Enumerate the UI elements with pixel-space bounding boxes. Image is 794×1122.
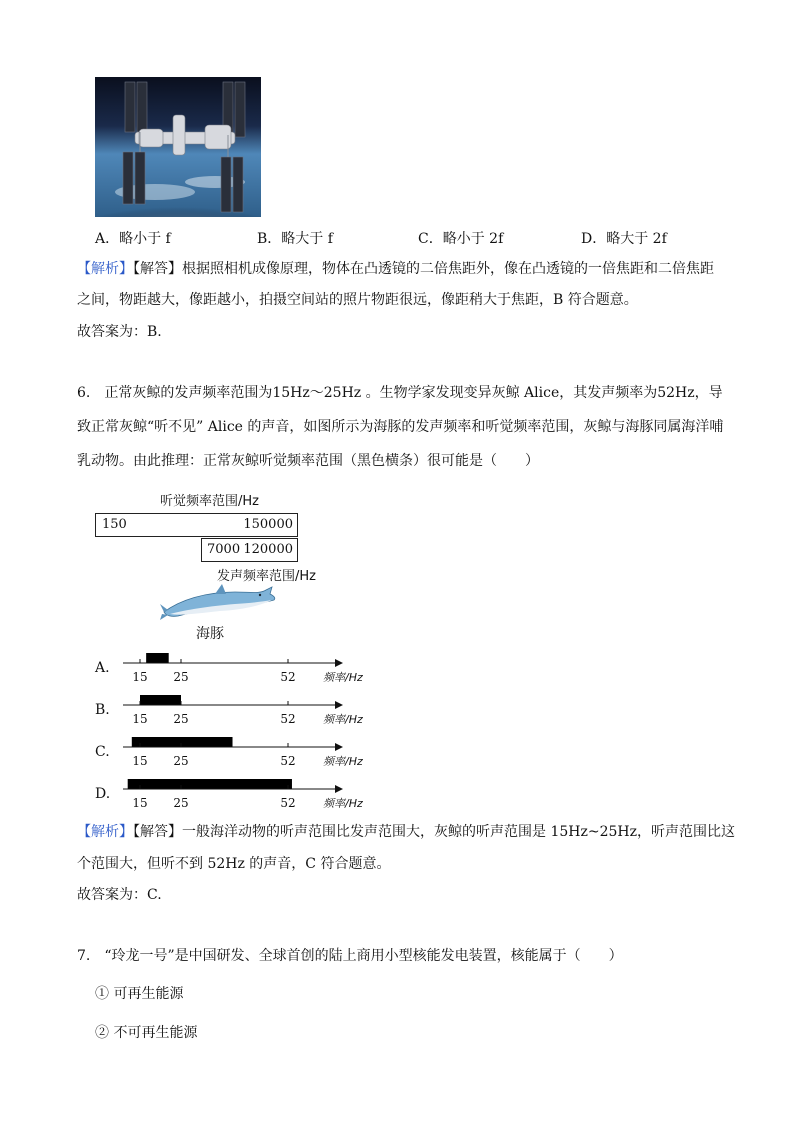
dolphin-image [160,582,280,622]
tick-label: 52 [280,796,296,810]
q6-stem-line1: 6. 正常灰鲸的发声频率范围为15Hz～25Hz 。生物学家发现变异灰鲸 Alice，其发声频率为52Hz，导 [77,385,723,401]
q6-stem-line2: 致正常灰鲸“听不见” Alice 的声音，如图所示为海豚的发声频率和听觉频率范围，灰鲸与海豚同属海洋哺 [77,419,724,435]
axis-option-a [95,650,385,690]
tick-label: 25 [173,670,189,684]
tick-label: 52 [280,712,296,726]
axis-option-letter: C. [95,744,110,760]
space-station-photo [95,77,261,217]
axis-unit-label: 频率/Hz [323,755,363,768]
axis-option-letter: A. [95,660,110,676]
q7-choice-1: ① 可再生能源 [95,986,184,1002]
axis-unit-label: 频率/Hz [323,671,363,684]
option-b: B．略大于 f [257,231,333,247]
axis-arrow [335,785,343,793]
axis-arrow [335,659,343,667]
hearing-low-value: 150 [102,517,127,532]
q7-choice-2: ② 不可再生能源 [95,1025,198,1041]
axis-arrow [335,701,343,709]
sound-range-box [201,538,298,562]
axis-arrow [335,743,343,751]
axis-option-letter: D. [95,786,111,802]
answer-tag: 【解答】 [133,261,182,277]
q7-stem: 7. “玲龙一号”是中国研发、全球首创的陆上商用小型核能发电装置，核能属于（ ） [77,948,623,964]
tick-label: 15 [132,712,148,726]
option-c: C．略小于 2f [418,231,504,247]
axis-chart [95,650,385,690]
axis-option-d [95,776,385,816]
axis-chart [95,734,385,774]
axis-option-letter: B. [95,702,110,718]
option-a: A．略小于 f [95,231,171,247]
hearing-range-box [95,513,298,537]
sound-high-value: 120000 [243,542,293,557]
tick-label: 52 [280,754,296,768]
option-d: D．略大于 2f [581,231,667,247]
q6-final-answer: 故答案为：C. [77,887,162,903]
q5-analysis-text1: 根据照相机成像原理，物体在凸透镜的二倍焦距外，像在凸透镜的一倍焦距和二倍焦距 [182,261,714,277]
sound-low-value: 7000 [207,542,241,557]
analysis-tag: 【解析】 [77,824,133,840]
tick-label: 15 [132,796,148,810]
q6-analysis-line1 [77,822,735,842]
axis-option-c [95,734,385,774]
answer-tag: 【解答】 [133,824,182,840]
analysis-tag: 【解析】 [77,261,133,277]
tick-label: 25 [173,754,189,768]
hearing-range-bar [140,695,181,705]
q5-analysis-line2: 之间，物距越大，像距越小，拍摄空间站的照片物距很远，像距稍大于焦距，B 符合题意。 [77,292,638,308]
axis-unit-label: 频率/Hz [323,713,363,726]
axis-unit-label: 频率/Hz [323,797,363,810]
tick-label: 15 [132,670,148,684]
q6-analysis-line2: 个范围大，但听不到 52Hz 的声音，C 符合题意。 [77,856,391,872]
sound-range-label: 发声频率范围/Hz [217,569,316,584]
hearing-high-value: 150000 [243,517,293,532]
hearing-range-bar [146,653,169,663]
hearing-range-label: 听觉频率范围/Hz [160,494,259,509]
axis-option-b [95,692,385,732]
hearing-range-bar [128,779,292,789]
axis-chart [95,776,385,816]
dolphin-label: 海豚 [196,626,224,642]
tick-label: 25 [173,796,189,810]
q6-stem-line3: 乳动物。由此推理：正常灰鲸听觉频率范围（黑色横条）很可能是（ ） [77,453,539,469]
tick-label: 25 [173,712,189,726]
tick-label: 52 [280,670,296,684]
q5-analysis-line1 [77,259,714,279]
tick-label: 15 [132,754,148,768]
q6-analysis-text1: 一般海洋动物的听声范围比发声范围大，灰鲸的听声范围是 15Hz~25Hz，听声范围比这 [182,824,735,840]
axis-chart [95,692,385,732]
hearing-range-bar [132,737,233,747]
q5-final-answer: 故答案为：B. [77,324,162,340]
